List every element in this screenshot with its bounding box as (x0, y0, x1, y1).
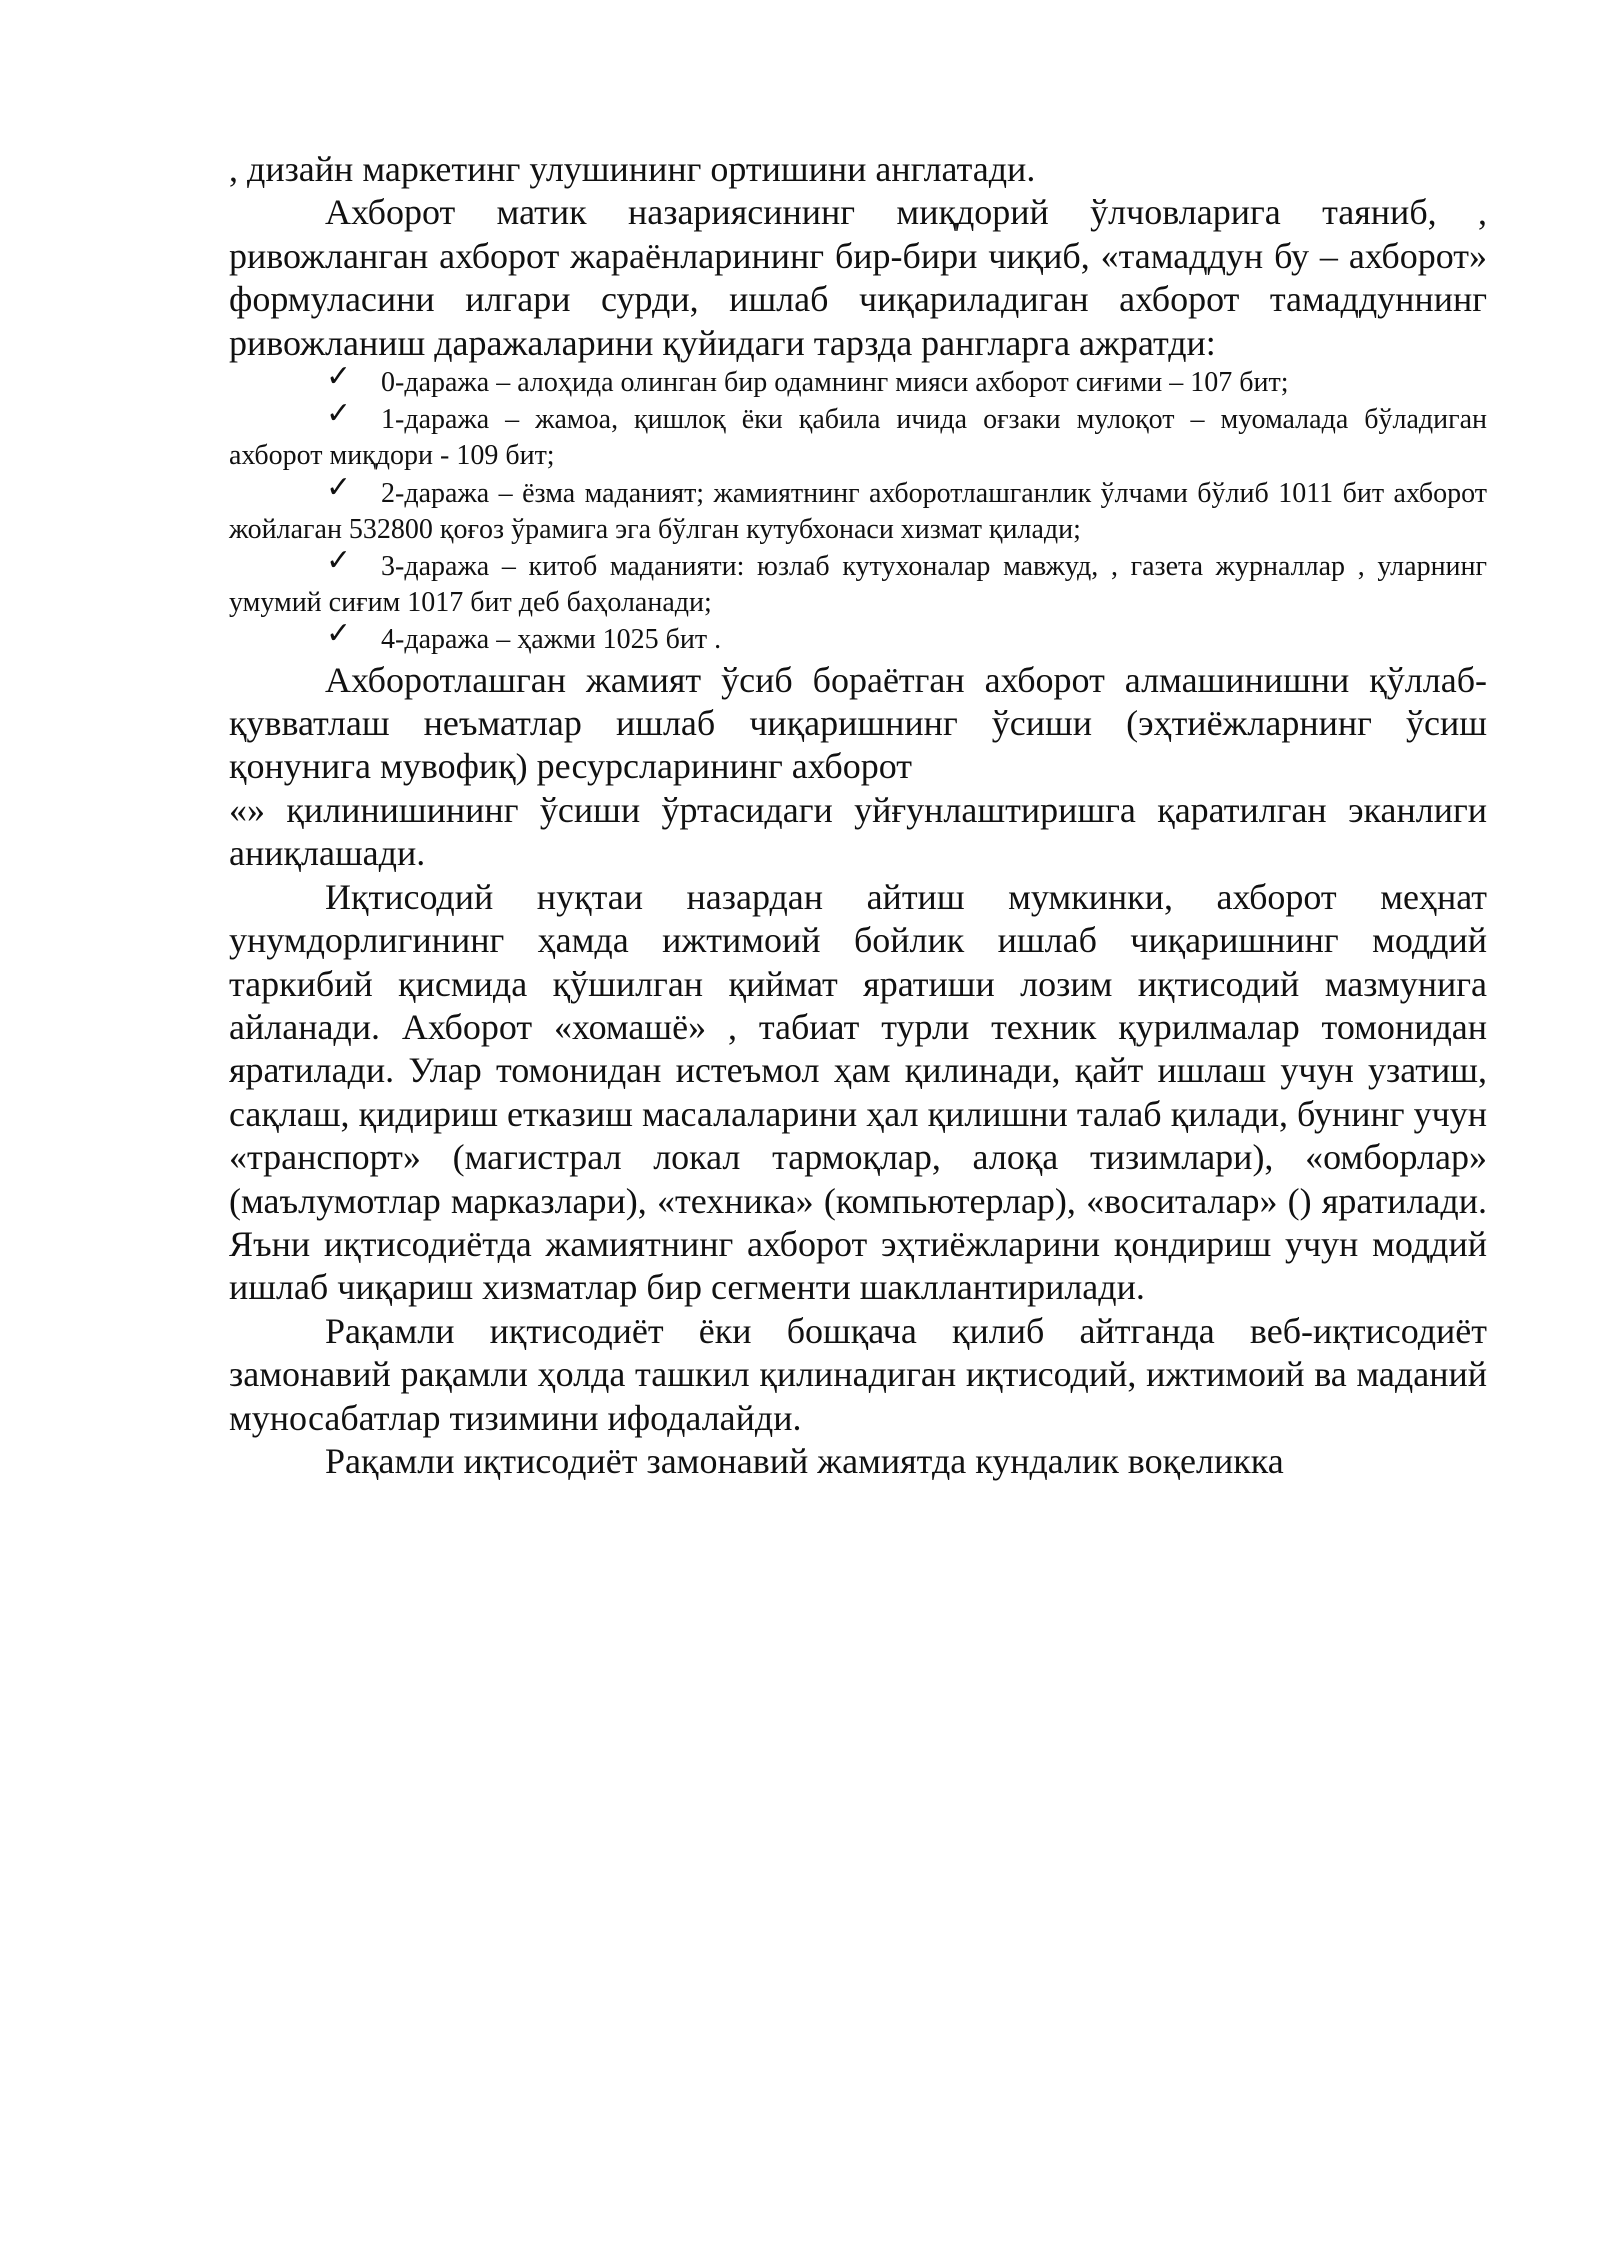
paragraph-information-society: Ахборотлашган жамият ўсиб бораётган ахборот алмашинишни қўллаб-қувватлаш неъматлар ишлаб чиқаришнинг ўсиши (эҳтиёжларнинг ўсиш қонунига мувофиқ) ресурсларининг ахборот (229, 659, 1487, 787)
document-page (229, 148, 1487, 1483)
list-item-text: 2-даража – ёзма маданият; жамиятнинг ахборотлашганлик ўлчами бўлиб 1011 бит ахборот жойлаган 532800 қоғоз ўрамига эга бўлган кутубхонаси хизмат қилади; (229, 477, 1487, 545)
civilization-levels-list (229, 359, 1487, 659)
paragraph-economic-view: Иқтисодий нуқтаи назардан айтиш мумкинки, ахборот меҳнат унумдорлигининг ҳамда ижтимоий бойлик ишлаб чиқаришнинг моддий таркибий қисмида қўшилган қиймат яратиши лозим иқтисодий мазмунига айланади. Ахборот «хомашё» , табиат турли техник қурилмалар томонидан яратилади. Улар томонидан истеъмол ҳам қилинади, қайт ишлаш учун узатиш, сақлаш, қидириш етказиш масалаларини ҳал қилишни талаб қилади, бунинг учун «транспорт» (магистрал локал тармоқлар, алоқа тизимлари), «омборлар» (маълумотлар марказлари), «техника» (компьютерлар), «воситалар» () яратилади. Яъни иқтисодиётда жамиятнинг ахборот эҳтиёжларини қондириш учун моддий ишлаб чиқариш хизматлар бир сегменти шакллантирилади. (229, 876, 1487, 1308)
paragraph-digital-economy: Рақамли иқтисодиёт ёки бошқача қилиб айтганда веб-иқтисодиёт замонавий рақамли ҳолда ташкил қилинадиган иқтисодий, ижтимоий ва маданий муносабатлар тизимини ифодалайди. (229, 1310, 1487, 1438)
list-item (229, 469, 1487, 548)
paragraph-continuation: , дизайн маркетинг улушининг ортишини англатади. (229, 149, 1036, 189)
checkmark-icon: ✓ (326, 616, 352, 652)
paragraph-information-society-cont: «» қилинишининг ўсиши ўртасидаги уйғунлаштиришга қаратилган эканлиги аниқлашади. (229, 789, 1487, 874)
list-item-text: 4-даража – ҳажми 1025 бит . (381, 624, 722, 656)
list-item (229, 616, 1487, 658)
checkmark-icon: ✓ (326, 543, 352, 579)
list-item (229, 543, 1487, 621)
checkmark-icon: ✓ (326, 396, 352, 432)
list-item (229, 396, 1487, 474)
list-item-text: 3-даража – китоб маданияти: юзлаб кутухоналар мавжуд, , газета журналлар , уларнинг умумий сиғим 1017 бит деб баҳоланади; (229, 551, 1487, 619)
checkmark-icon: ✓ (326, 359, 352, 395)
list-item (229, 359, 1487, 401)
list-item-text: 1-даража – жамоа, қишлоқ ёки қабила ичида оғзаки мулоқот – муомалада бўладиган ахборот миқдори - 109 бит; (229, 404, 1487, 472)
list-item-text: 0-даража – алоҳида олинган бир одамнинг мияси ахборот сиғими – 107 бит; (381, 367, 1289, 399)
paragraph-digital-economy-daily: Рақамли иқтисодиёт замонавий жамиятда кундалик воқеликка (325, 1440, 1284, 1481)
checkmark-icon: ✓ (326, 469, 352, 505)
paragraph-information-theory: Ахборот матик назариясининг миқдорий ўлчовларига таяниб, , ривожланган ахборот жараёнларининг бир-бири чиқиб, «тамаддун бу – ахборот» формуласини илгари сурди, ишлаб чиқариладиган ахборот тамаддуннинг ривожланиш даражаларини қуйидаги тарзда рангларга ажратди: (229, 192, 1487, 363)
